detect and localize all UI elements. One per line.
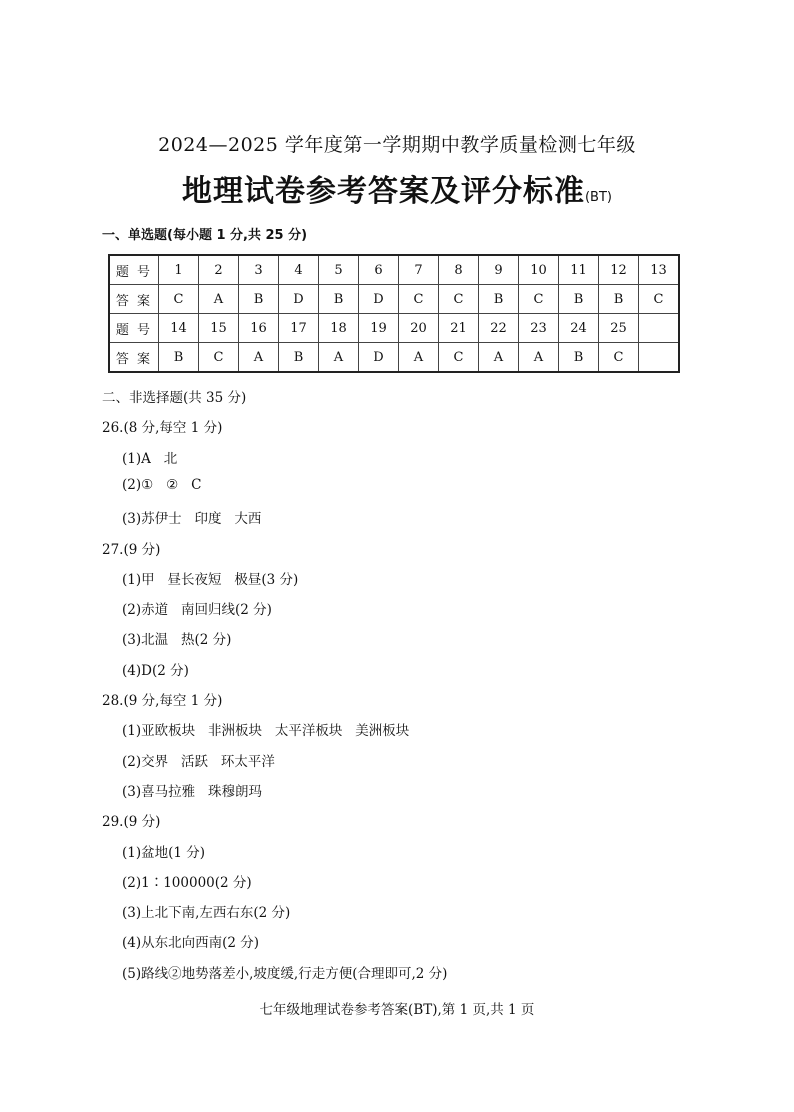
table-cell: B bbox=[559, 343, 599, 373]
answer-line: (2)交界 活跃 环太平洋 bbox=[122, 753, 275, 770]
table-cell: D bbox=[279, 285, 319, 314]
table-cell: A bbox=[519, 343, 559, 373]
table-cell: 21 bbox=[439, 314, 479, 343]
question-heading: 29.(9 分) bbox=[102, 814, 161, 831]
table-cell bbox=[639, 314, 680, 343]
table-cell: 11 bbox=[559, 255, 599, 285]
table-cell: 25 bbox=[599, 314, 639, 343]
table-cell: A bbox=[479, 343, 519, 373]
answer-line: (5)路线②地势落差小,坡度缓,行走方便(合理即可,2 分) bbox=[122, 965, 448, 982]
table-cell: C bbox=[199, 343, 239, 373]
table-cell: D bbox=[359, 343, 399, 373]
table-cell: 24 bbox=[559, 314, 599, 343]
table-cell: C bbox=[399, 285, 439, 314]
page-footer: 七年级地理试卷参考答案(BT),第 1 页,共 1 页 bbox=[259, 1002, 535, 1018]
question-heading: 27.(9 分) bbox=[102, 541, 161, 558]
table-row bbox=[109, 255, 679, 285]
table-row bbox=[109, 285, 679, 314]
answer-line: (3)喜马拉雅 珠穆朗玛 bbox=[122, 783, 262, 800]
table-cell: 1 bbox=[159, 255, 199, 285]
table-cell: C bbox=[159, 285, 199, 314]
table-cell: C bbox=[439, 343, 479, 373]
table-cell: A bbox=[199, 285, 239, 314]
table-cell: 5 bbox=[319, 255, 359, 285]
answer-line: (3)上北下南,左西右东(2 分) bbox=[122, 905, 291, 922]
table-cell: 20 bbox=[399, 314, 439, 343]
table-cell: C bbox=[519, 285, 559, 314]
table-row bbox=[109, 343, 679, 373]
table-cell: 22 bbox=[479, 314, 519, 343]
table-cell: 3 bbox=[239, 255, 279, 285]
answer-line: (4)从东北向西南(2 分) bbox=[122, 935, 260, 952]
table-cell: 16 bbox=[239, 314, 279, 343]
table-cell: 12 bbox=[599, 255, 639, 285]
question-heading: 二、非选择题(共 35 分) bbox=[102, 390, 247, 406]
question-heading: 28.(9 分,每空 1 分) bbox=[102, 693, 223, 709]
answer-line: (3)苏伊士 印度 大西 bbox=[122, 511, 262, 528]
table-cell: C bbox=[439, 285, 479, 314]
row-header-cell: 答 案 bbox=[109, 343, 159, 373]
table-cell: B bbox=[599, 285, 639, 314]
answer-line: (1)A 北 bbox=[122, 450, 178, 467]
title-text: 地理试卷参考答案及评分标准 bbox=[181, 174, 585, 209]
answer-line: (2)赤道 南回归线(2 分) bbox=[122, 602, 272, 619]
row-header-cell: 题 号 bbox=[109, 255, 159, 285]
table-cell: 6 bbox=[359, 255, 399, 285]
answer-line: (1)盆地(1 分) bbox=[122, 844, 206, 861]
table-cell: 8 bbox=[439, 255, 479, 285]
answer-line: (2)① ② C bbox=[122, 476, 202, 493]
table-row bbox=[109, 314, 679, 343]
table-cell: A bbox=[239, 343, 279, 373]
table-cell: B bbox=[559, 285, 599, 314]
answer-line: (4)D(2 分) bbox=[122, 662, 189, 679]
table-cell: B bbox=[319, 285, 359, 314]
table-cell: 2 bbox=[199, 255, 239, 285]
document-title bbox=[0, 166, 794, 210]
row-header-cell: 题 号 bbox=[109, 314, 159, 343]
title-suffix: (BT) bbox=[584, 190, 612, 205]
table-cell: C bbox=[599, 343, 639, 373]
table-cell: 19 bbox=[359, 314, 399, 343]
answer-table bbox=[108, 254, 680, 373]
table-cell: 23 bbox=[519, 314, 559, 343]
table-cell: 9 bbox=[479, 255, 519, 285]
answer-line: (2)1∶100000(2 分) bbox=[122, 874, 252, 891]
table-cell: 13 bbox=[639, 255, 680, 285]
table-cell bbox=[639, 343, 680, 373]
table-cell: 10 bbox=[519, 255, 559, 285]
table-cell: 18 bbox=[319, 314, 359, 343]
table-cell: 15 bbox=[199, 314, 239, 343]
table-cell: 7 bbox=[399, 255, 439, 285]
table-cell: B bbox=[279, 343, 319, 373]
answer-line: (1)亚欧板块 非洲板块 太平洋板块 美洲板块 bbox=[122, 723, 410, 740]
answer-line: (3)北温 热(2 分) bbox=[122, 632, 232, 649]
table-cell: A bbox=[319, 343, 359, 373]
row-header-cell: 答 案 bbox=[109, 285, 159, 314]
table-cell: B bbox=[479, 285, 519, 314]
section-1-heading: 一、单选题(每小题 1 分,共 25 分) bbox=[102, 228, 308, 243]
table-cell: D bbox=[359, 285, 399, 314]
table-cell: 14 bbox=[159, 314, 199, 343]
exam-subtitle: 2024—2025 学年度第一学期期中教学质量检测七年级 bbox=[158, 134, 636, 156]
table-cell: A bbox=[399, 343, 439, 373]
table-cell: C bbox=[639, 285, 680, 314]
table-cell: 17 bbox=[279, 314, 319, 343]
table-cell: B bbox=[159, 343, 199, 373]
question-heading: 26.(8 分,每空 1 分) bbox=[102, 420, 223, 437]
table-cell: 4 bbox=[279, 255, 319, 285]
table-cell: B bbox=[239, 285, 279, 314]
answer-line: (1)甲 昼长夜短 极昼(3 分) bbox=[122, 571, 299, 588]
